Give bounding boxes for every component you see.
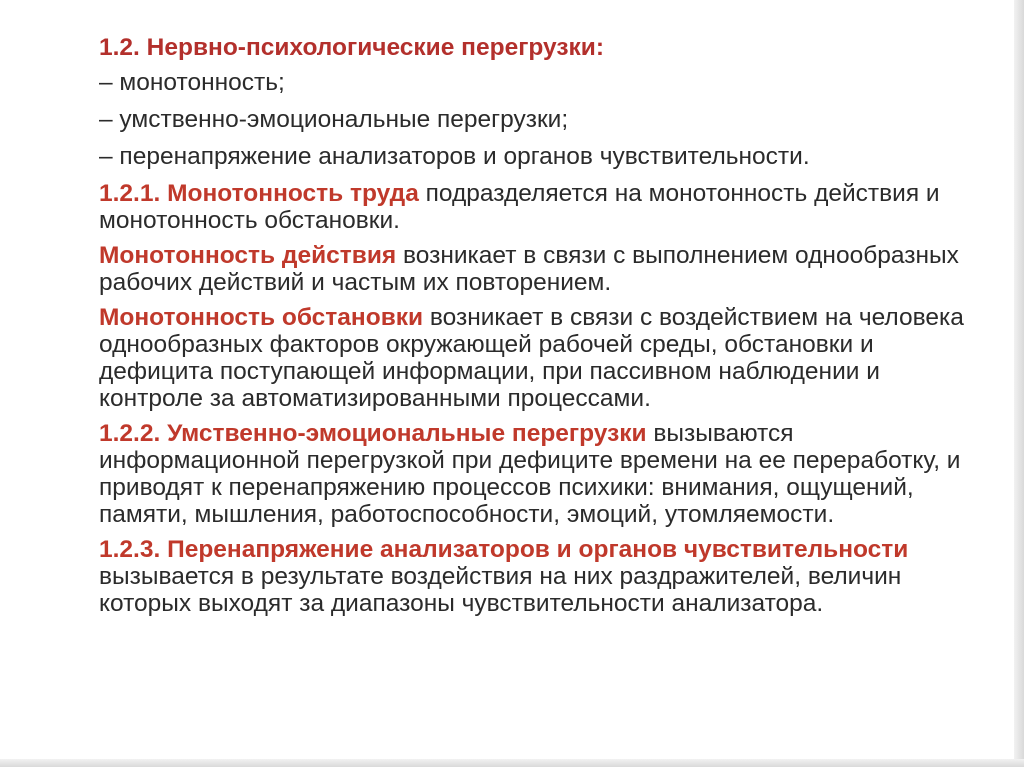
slide-frame-right [1014, 0, 1024, 767]
paragraph-text: возникает в связи с воздействием на человека однообразных факторов окружающей рабочей среды, обстановки и дефицита поступающей информации, при пассивном наблюдении и контроле за автоматизированными процессами. [99, 304, 964, 412]
section-title: 1.2. Нервно-психологические перегрузки: [99, 34, 605, 61]
paragraph-environment-monotony [99, 304, 979, 412]
paragraph-highlight: 1.2.1. Монотонность труда [99, 180, 419, 207]
paragraph-action-monotony [99, 242, 979, 296]
paragraph-text: подразделяется на монотонность действия и монотонность обстановки. [99, 180, 940, 234]
list-item-mental-overload: – умственно-эмоциональные перегрузки; [99, 106, 569, 133]
list-item-analyzer-strain: – перенапряжение анализаторов и органов чувствительности. [99, 143, 810, 170]
paragraph-mental-overload [99, 420, 979, 528]
paragraph-highlight: 1.2.2. Умственно-эмоциональные перегрузки [99, 420, 647, 447]
list-item-monotony: – монотонность; [99, 69, 285, 96]
paragraph-highlight: Монотонность обстановки [99, 304, 424, 331]
paragraph-highlight: Монотонность действия [99, 242, 397, 269]
slide-frame-bottom [0, 759, 1024, 767]
slide-content [99, 34, 979, 625]
paragraph-text: возникает в связи с выполнением однообразных рабочих действий и частым их повторением. [99, 242, 959, 296]
paragraph-analyzer-strain [99, 536, 979, 617]
paragraph-highlight: 1.2.3. Перенапряжение анализаторов и органов чувствительности [99, 536, 909, 563]
paragraph-text: вызываются информационной перегрузкой при дефиците времени на ее переработку, и приводят к перенапряжению процессов психики: внимания, ощущений, памяти, мышления, работоспособности, эмоций, утомляемости. [99, 420, 961, 528]
paragraph-work-monotony [99, 180, 979, 234]
paragraph-text: вызывается в результате воздействия на них раздражителей, величин которых выходят за диапазоны чувствительности анализатора. [99, 563, 902, 617]
